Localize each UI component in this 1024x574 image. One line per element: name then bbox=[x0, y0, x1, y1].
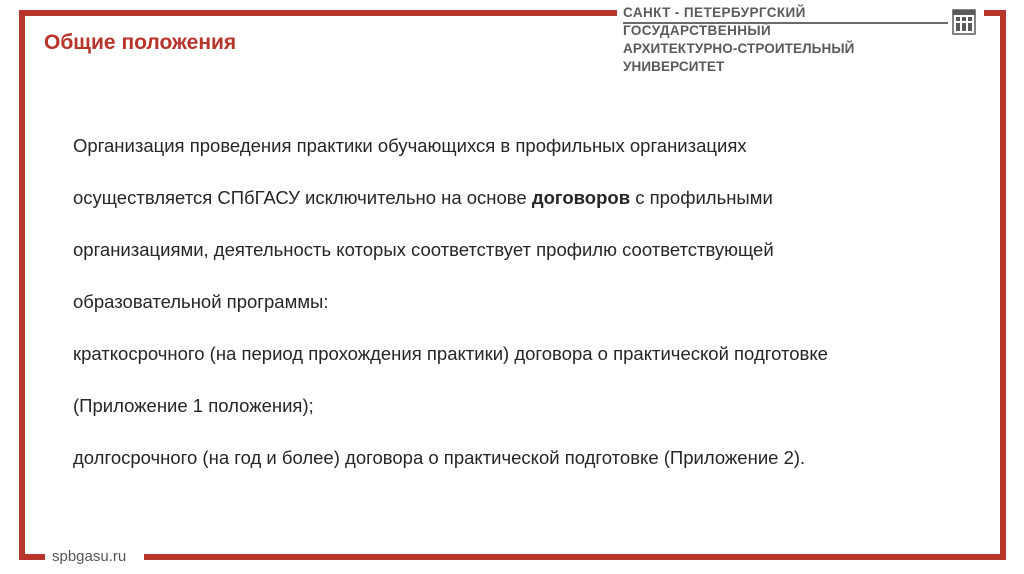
body-line-6: (Приложение 1 положения); bbox=[73, 395, 314, 416]
body-line-2-start: осуществляется СПбГАСУ исключительно на основе bbox=[73, 187, 532, 208]
body-line-4: образовательной программы: bbox=[73, 291, 329, 312]
body-line-2-end: с профильными bbox=[630, 187, 773, 208]
frame-right-bar bbox=[1000, 10, 1006, 554]
body-line-2 bbox=[73, 185, 973, 237]
slide-title: Общие положения bbox=[44, 31, 237, 54]
university-name-line1: САНКТ - ПЕТЕРБУРГСКИЙ ГОСУДАРСТВЕННЫЙ bbox=[623, 5, 806, 38]
university-name-divider bbox=[623, 22, 948, 24]
frame-top-left-bar bbox=[19, 10, 617, 16]
university-name-line2: АРХИТЕКТУРНО-СТРОИТЕЛЬНЫЙ УНИВЕРСИТЕТ bbox=[623, 41, 855, 74]
frame-bottom-left-bar bbox=[19, 554, 45, 560]
footer-site-link[interactable]: spbgasu.ru bbox=[52, 548, 127, 565]
body-line-3: организациями, деятельность которых соответствует профилю соответствующей bbox=[73, 239, 774, 260]
contracts-emphasis: договоров bbox=[531, 187, 631, 208]
university-logo-icon bbox=[952, 9, 976, 35]
frame-bottom-bar bbox=[144, 554, 1006, 560]
frame-left-bar bbox=[19, 10, 25, 554]
slide-body bbox=[73, 133, 973, 497]
body-line-1: Организация проведения практики обучающихся в профильных организациях bbox=[73, 135, 747, 156]
body-line-7: долгосрочного (на год и более) договора о практической подготовке (Приложение 2). bbox=[73, 447, 806, 468]
body-line-5: краткосрочного (на период прохождения практики) договора о практической подготовке bbox=[73, 343, 828, 364]
university-name bbox=[623, 4, 953, 76]
